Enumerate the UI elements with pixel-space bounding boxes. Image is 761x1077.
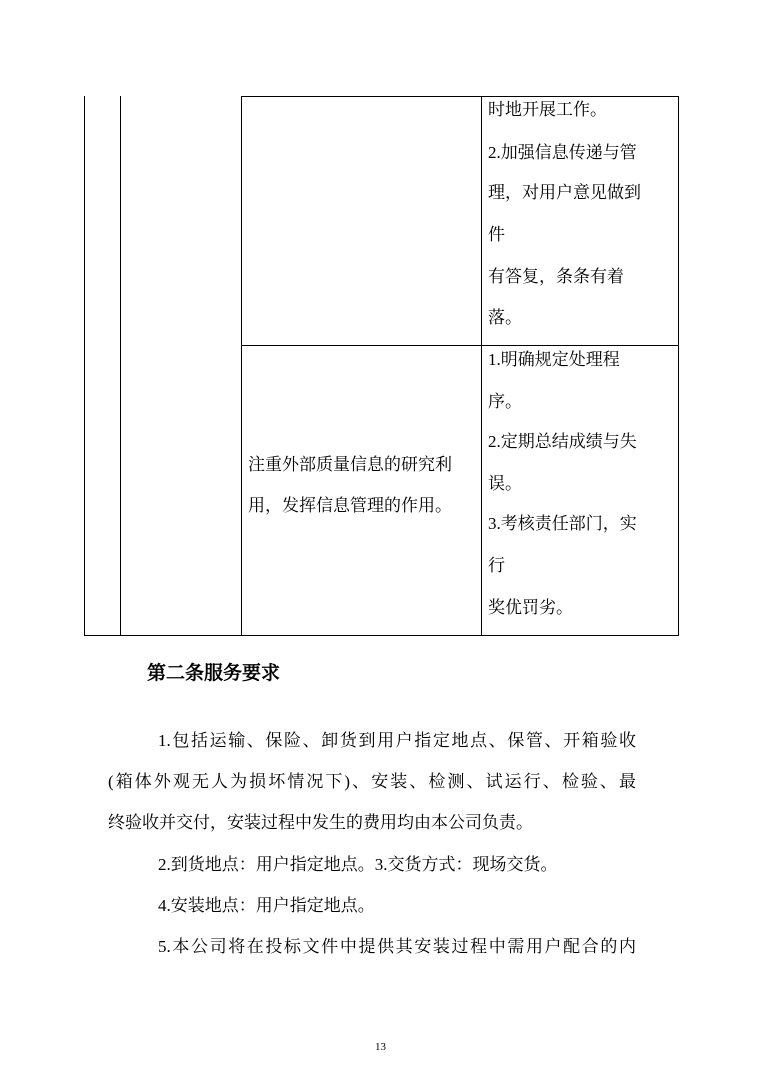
table-col-divider-1 — [120, 96, 121, 636]
cell-text-line: 件 — [488, 225, 505, 244]
paragraph-line: (箱体外观无人为损坏情况下)、安装、检测、试运行、检验、最 — [108, 772, 636, 791]
cell-text-line: 落。 — [488, 308, 522, 327]
table-border-right — [678, 96, 679, 636]
cell-text-line: 2.加强信息传递与管 — [488, 143, 637, 162]
cell-text-line: 用，发挥信息管理的作用。 — [248, 496, 452, 515]
table-col-divider-2 — [241, 96, 242, 636]
table-border-left — [84, 96, 85, 636]
paragraph: 4.安装地点：用户指定地点。 — [158, 896, 375, 915]
table-bottom-border — [84, 635, 679, 636]
cell-text-line: 理，对用户意见做到 — [488, 183, 641, 202]
cell-text-line: 序。 — [488, 392, 522, 411]
paragraph-line: 终验收并交付，安装过程中发生的费用均由本公司负责。 — [108, 813, 533, 832]
cell-text-line: 2.定期总结成绩与失 — [488, 432, 637, 451]
table-col-divider-3 — [481, 96, 482, 636]
paragraph-line: 1.包括运输、保险、卸货到用户指定地点、保管、开箱验收 — [158, 731, 636, 750]
cell-text-line: 1.明确规定处理程 — [488, 350, 620, 369]
cell-text-line: 误。 — [488, 474, 522, 493]
page-number: 13 — [375, 1041, 386, 1053]
table-row-divider — [241, 345, 679, 346]
cell-text-line: 时地开展工作。 — [488, 100, 607, 119]
cell-text-line: 注重外部质量信息的研究利 — [248, 455, 452, 474]
cell-text-line: 3.考核责任部门，实 — [488, 514, 637, 533]
paragraph: 2.到货地点：用户指定地点。3.交货方式：现场交货。 — [158, 855, 558, 874]
paragraph: 5.本公司将在投标文件中提供其安装过程中需用户配合的内 — [158, 937, 636, 956]
table-top-border — [241, 96, 679, 97]
cell-text-line: 有答复，条条有着 — [488, 267, 624, 286]
cell-text-line: 奖优罚劣。 — [488, 598, 573, 617]
section-heading: 第二条服务要求 — [147, 662, 281, 684]
cell-text-line: 行 — [488, 556, 505, 575]
